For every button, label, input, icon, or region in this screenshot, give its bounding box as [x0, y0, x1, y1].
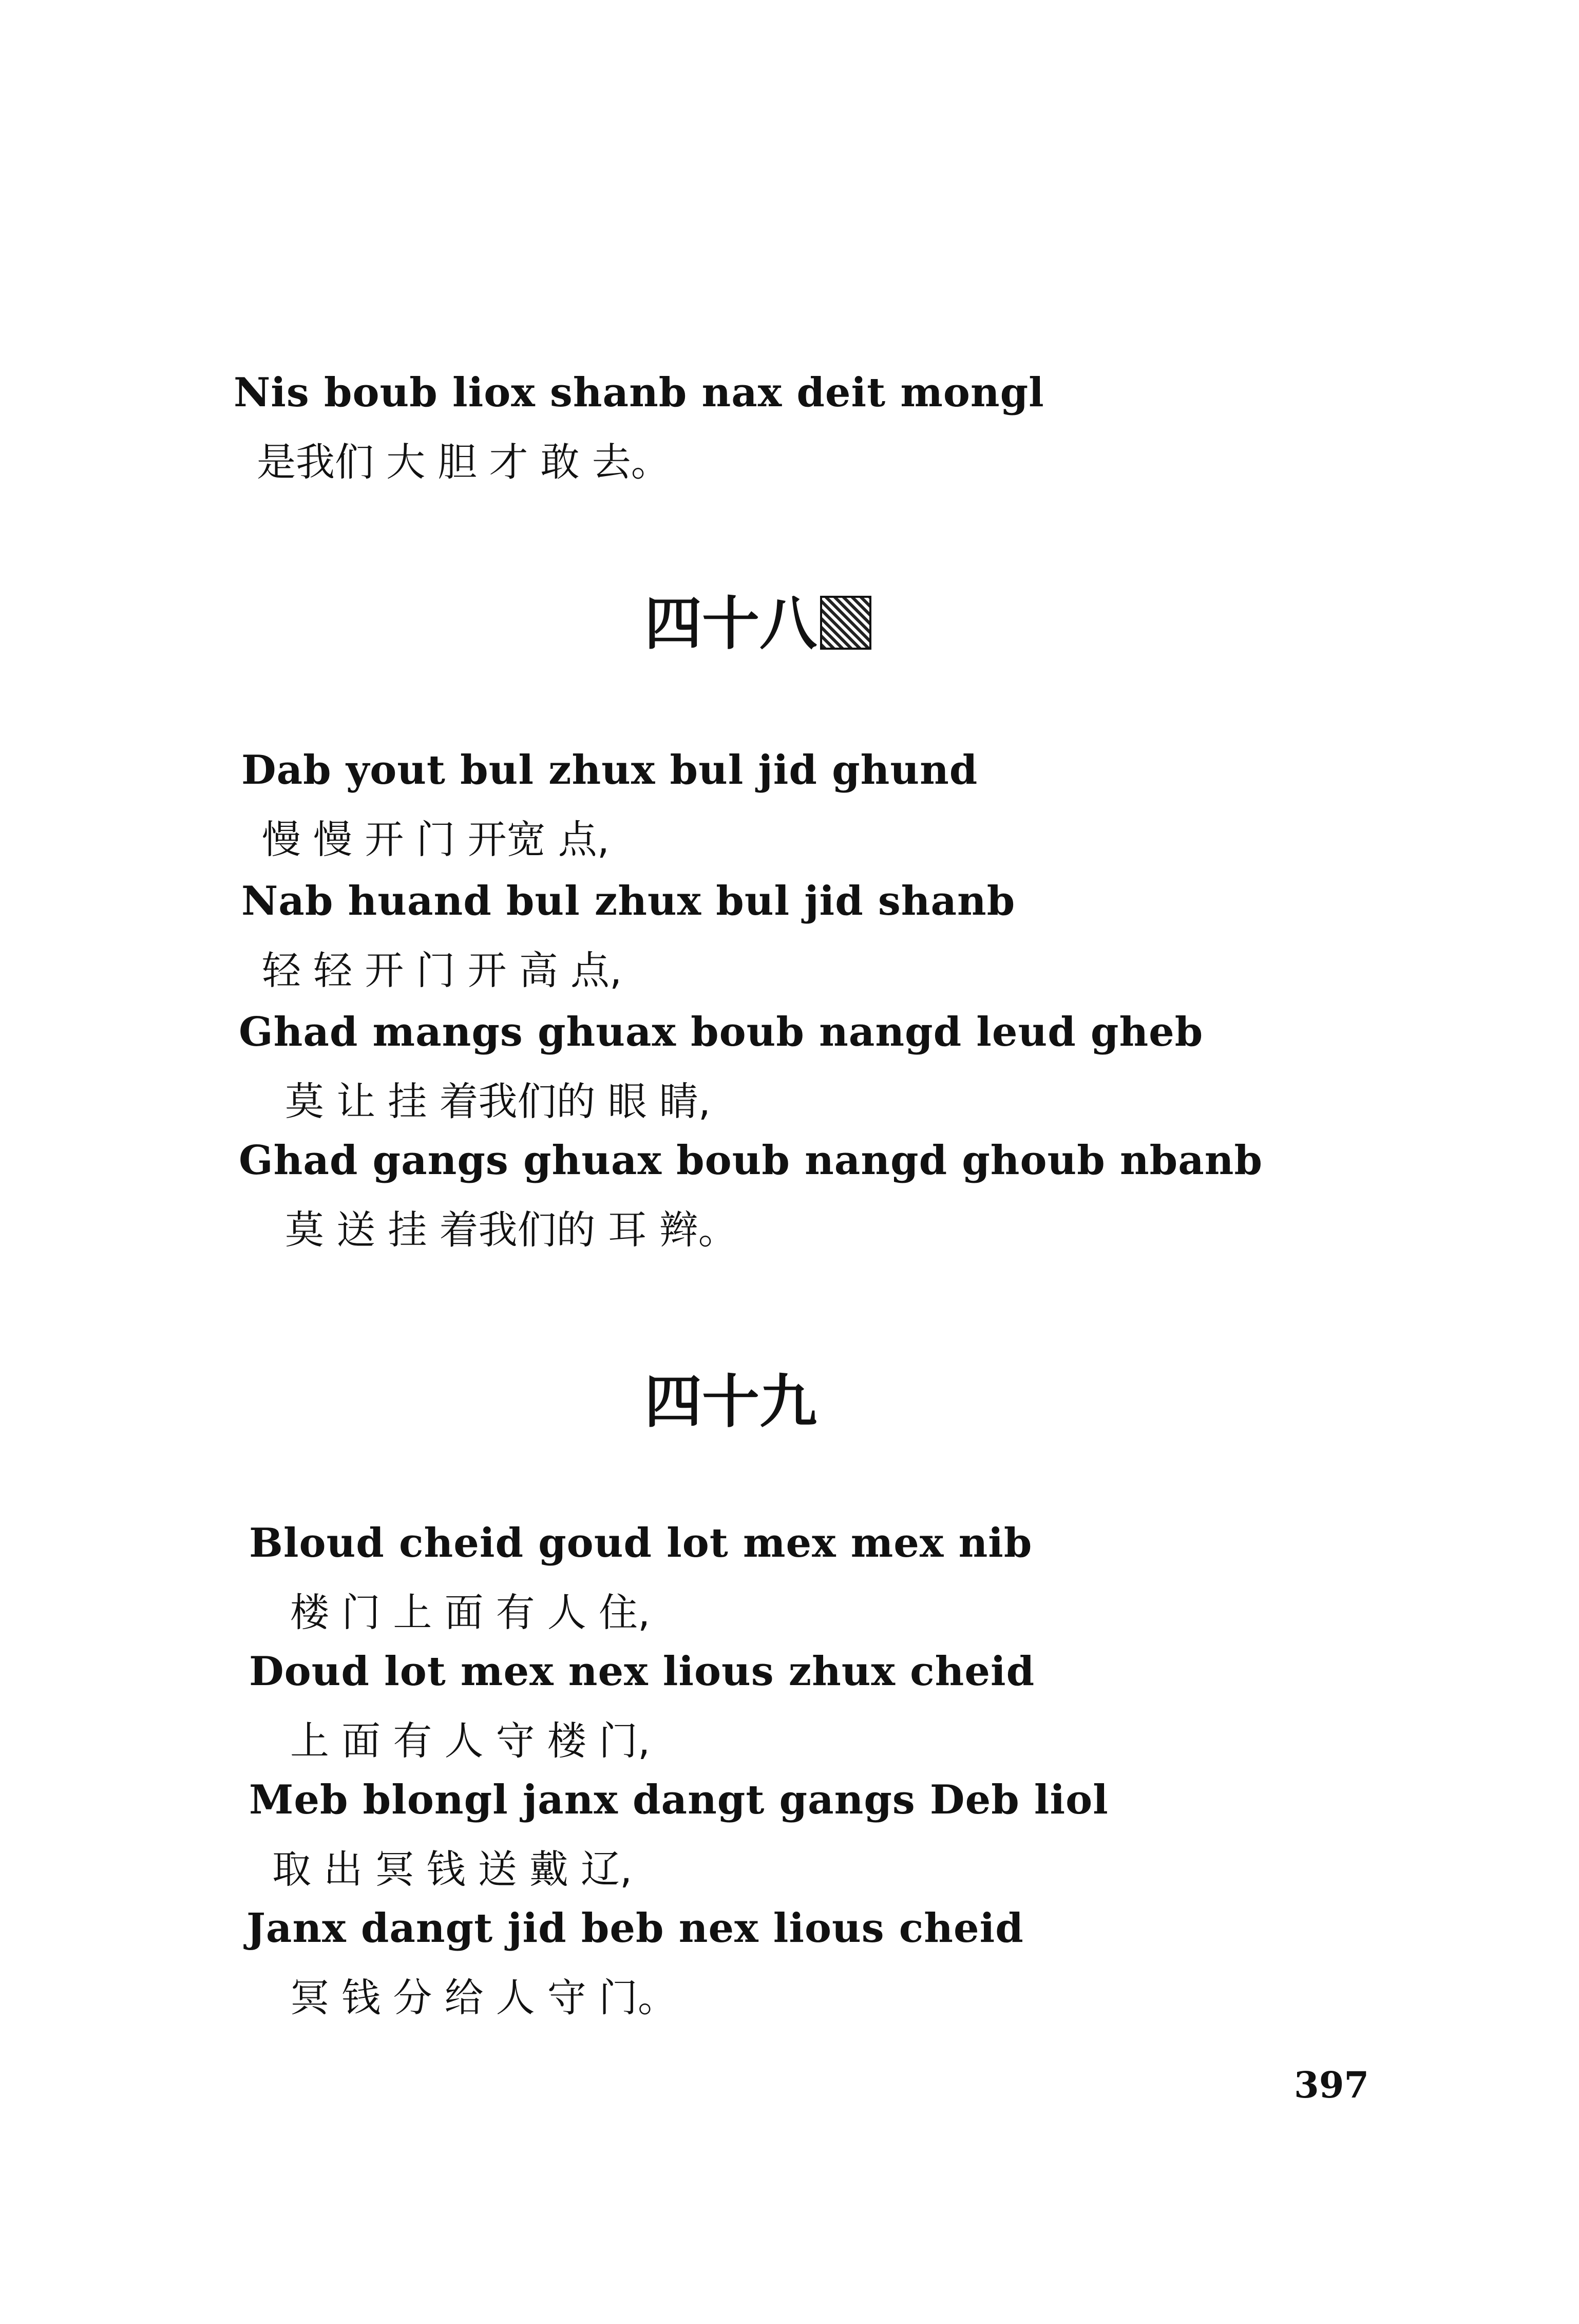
- verse-latin-line: Bloud cheid goud lot mex mex nib: [249, 1520, 1033, 1566]
- verse-han-line: 冥 钱 分 给 人 守 门。: [290, 1975, 677, 2020]
- verse-latin-line: Nab huand bul zhux bul jid shanb: [241, 878, 1016, 924]
- verse-han-line: 轻 轻 开 门 开 高 点,: [262, 948, 622, 993]
- verse-han-line: 上 面 有 人 守 楼 门,: [290, 1718, 651, 1764]
- section-heading-48: [644, 591, 871, 657]
- verse-latin-line: Doud lot mex nex lious zhux cheid: [249, 1648, 1035, 1695]
- page-number: 397: [1294, 2064, 1369, 2106]
- section-heading-49: 四十九: [644, 1369, 817, 1435]
- verse-latin-line: Meb blongl janx dangt gangs Deb liol: [249, 1777, 1109, 1823]
- section-heading-text: 四十八: [644, 591, 817, 657]
- verse-han-line: 取 出 冥 钱 送 戴 辽,: [272, 1846, 633, 1892]
- verse-latin-line: Dab yout bul zhux bul jid ghund: [241, 747, 978, 793]
- intro-latin-line: Nis boub liox shanb nax deit mongl: [234, 369, 1044, 416]
- verse-han-line: 慢 慢 开 门 开宽 点,: [262, 817, 610, 862]
- verse-latin-line: Ghad gangs ghuax boub nangd ghoub nbanb: [239, 1137, 1263, 1184]
- verse-han-line: 莫 送 挂 着我们的 耳 辫。: [285, 1207, 737, 1253]
- verse-latin-line: Janx dangt jid beb nex lious cheid: [246, 1905, 1024, 1952]
- seal-stamp-icon: [820, 596, 871, 650]
- verse-latin-line: Ghad mangs ghuax boub nangd leud gheb: [239, 1009, 1204, 1055]
- intro-han-line: 是我们 大 胆 才 敢 去。: [257, 439, 670, 485]
- verse-han-line: 莫 让 挂 着我们的 眼 睛,: [285, 1079, 711, 1124]
- verse-han-line: 楼 门 上 面 有 人 住,: [290, 1590, 651, 1635]
